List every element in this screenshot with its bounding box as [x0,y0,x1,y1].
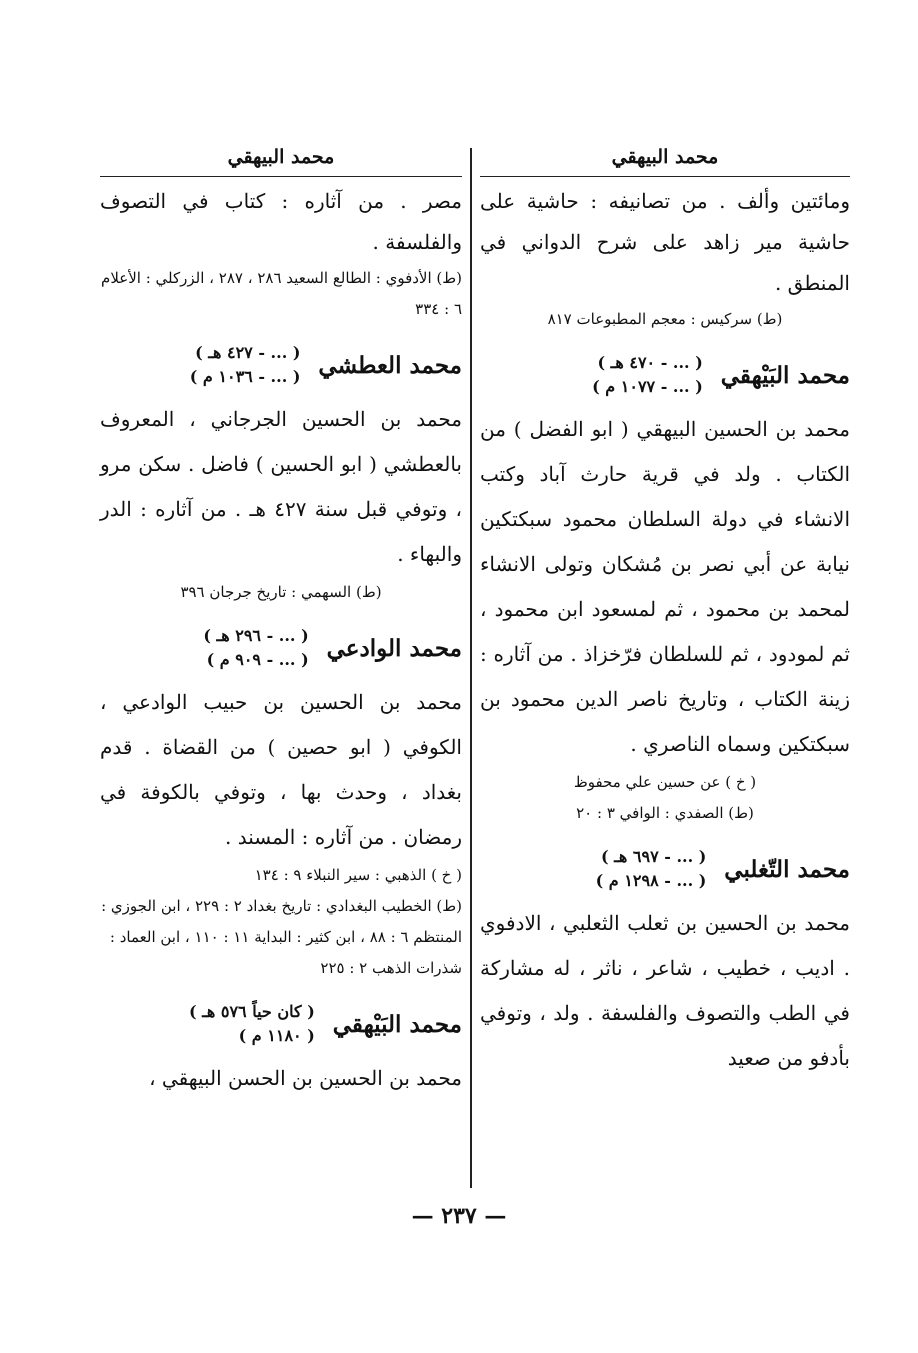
entry-name: محمد التّغلبي [724,855,850,883]
entry-heading [100,1000,462,1048]
reference-line: (ط) الخطيب البغدادي : تاريخ بغداد ٢ : ٢٢٩ ، ابن الجوزي : المنتظم ٦ : ٨٨ ، ابن كثير : البداية ١١ : ١١٠ ، ابن العماد : شذرات الذهب ٢ : ٢٢٥ [101,897,462,977]
header-rule [100,176,462,177]
entry-text: محمد بن الحسين البيهقي ( ابو الفضل ) من الكتاب . ولد في قرية حارث آباد وكتب الانشاء في دولة السلطان محمود سبكتكين نيابة عن أبي نصر بن مُشكان وتولى الانشاء لمحمد بن محمود ، ثم لمسعود ابن محمود ، ثم لمودود ، ثم للسلطان فرّخزاذ . من آثاره : زينة الكتاب ، وتاريخ ناصر الدين محمود بن سبكتكين وسماه الناصري . [480,417,850,756]
left-column [100,140,462,1101]
reference-line: (ط) سركيس : معجم المطبوعات ٨١٧ [547,310,783,328]
running-header-left: محمد البيهقي [227,146,335,168]
entry-name: محمد العطشي [318,351,462,379]
entry-dates [596,845,707,893]
header-rule [480,176,850,177]
reference-line: ( خ ) الذهبي : سير النبلاء ٩ : ١٣٤ [254,866,462,884]
reference-line: (ط) السهمي : تاريخ جرجان ٣٩٦ [180,583,382,601]
hijri-date: ( ... - ٦٩٧ هـ ) [601,847,707,866]
gregorian-date: ( ... - ١٢٩٨ م ) [595,871,707,890]
hijri-date: ( كان حياً ٥٧٦ هـ ) [189,1002,315,1021]
entry-text: محمد بن الحسين بن ثعلب الثعلبي ، الادفوي . اديب ، خطيب ، شاعر ، ناثر ، له مشاركة في الطب والتصوف والفلسفة . ولد ، وتوفي بأدفو من صعيد [480,911,850,1070]
gregorian-date: ( ... - ١٠٣٦ م ) [189,367,301,386]
continued-text: مصر . من آثاره : كتاب في التصوف والفلسفة . [100,189,462,254]
right-column [480,140,850,1081]
entry-dates [203,624,308,672]
entry-heading [100,341,462,389]
entry-text: محمد بن الحسين بن حبيب الوادعي ، الكوفي ( ابو حصين ) من القضاة . قدم بغداد ، وحدث بها ، وتوفي بالكوفة في رمضان . من آثاره : المسند . [100,690,462,849]
entry-heading [480,845,850,893]
entry-text: محمد بن الحسين بن الحسن البيهقي ، [149,1066,462,1090]
gregorian-date: ( ... - ٩٠٩ م ) [206,650,309,669]
gregorian-date: ( ... - ١٠٧٧ م ) [592,377,703,396]
entry-dates [189,1000,315,1048]
entry-name: محمد البَيْهقي [332,1010,462,1038]
hijri-date: ( ... - ٤٧٠ هـ ) [597,353,703,372]
hijri-date: ( ... - ٢٩٦ هـ ) [203,626,309,645]
reference-line: (ط) الصفدي : الوافي ٣ : ٢٠ [576,804,754,822]
entry-name: محمد الوادعي [326,634,462,662]
entry-dates [190,341,301,389]
entry-text: محمد بن الحسين الجرجاني ، المعروف بالعطشي ( ابو الحسين ) فاضل . سكن مرو ، وتوفي قبل سنة ٤٢٧ هـ . من آثاره : الدر والبهاء . [100,407,462,566]
entry-heading [480,351,850,399]
running-header-right: محمد البيهقي [611,146,719,168]
page-number: — ٢٣٧ — [411,1203,507,1229]
reference-line: (ط) الأدفوي : الطالع السعيد ٢٨٦ ، ٢٨٧ ، الزركلي : الأعلام ٦ : ٣٣٤ [101,269,462,318]
entry-dates [592,351,703,399]
gregorian-date: ( ١١٨٠ م ) [238,1026,315,1045]
entry-heading [100,624,462,672]
column-divider [470,148,472,1188]
hijri-date: ( ... - ٤٢٧ هـ ) [195,343,301,362]
reference-line: ( خ ) عن حسين علي محفوظ [573,773,757,791]
continued-text: ومائتين وألف . من تصانيفه : حاشية على حاشية مير زاهد على شرح الدواني في المنطق . [480,189,850,295]
entry-name: محمد البَيْهقي [720,361,850,389]
